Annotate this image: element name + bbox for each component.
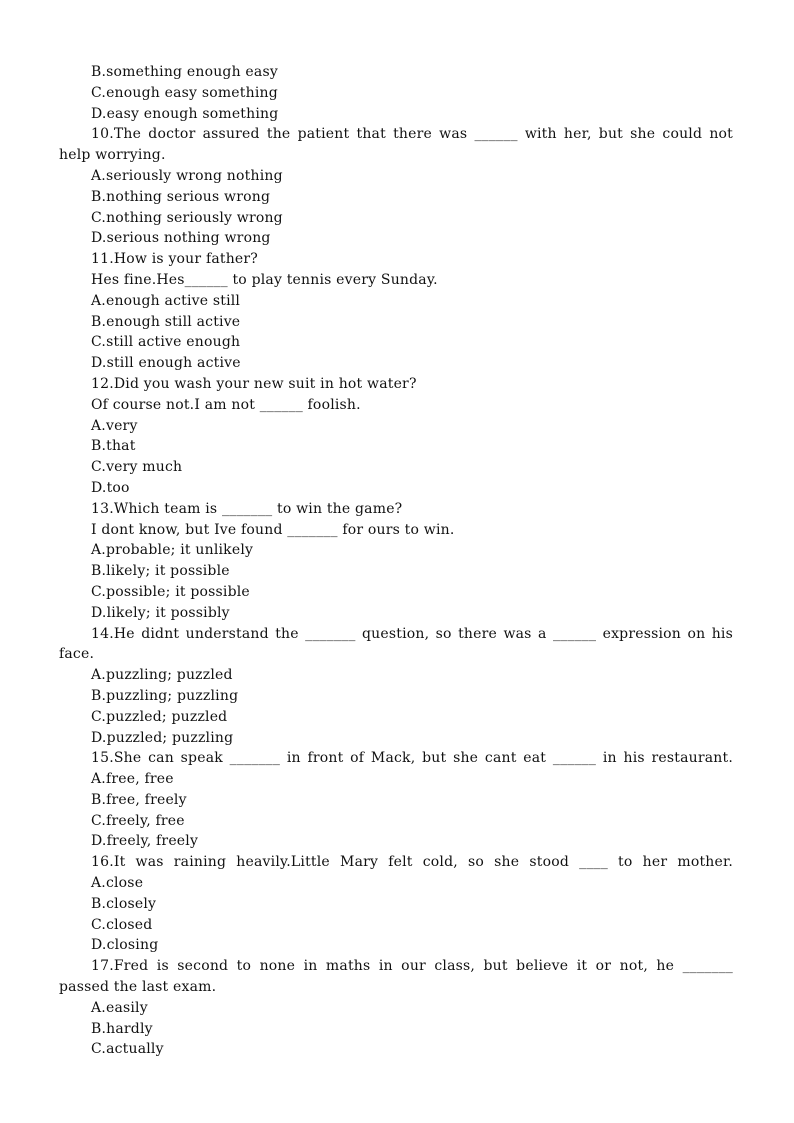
text-line: 17.Fred is second to none in maths in our class, but believe it or not, he _______ bbox=[91, 958, 733, 975]
text-line: D.easy enough something bbox=[91, 105, 279, 122]
text-line: A.free, free bbox=[91, 771, 174, 788]
text-line: B.that bbox=[91, 438, 136, 455]
text-line: C.nothing seriously wrong bbox=[91, 209, 283, 226]
text-line: 10.The doctor assured the patient that there was ______ with her, but she could not bbox=[91, 126, 733, 143]
text-line: C.puzzled; puzzled bbox=[91, 708, 228, 725]
text-line: 12.Did you wash your new suit in hot water? bbox=[91, 375, 417, 392]
text-line: Hes fine.Hes______ to play tennis every Sunday. bbox=[91, 271, 438, 288]
text-line: A.close bbox=[91, 875, 144, 892]
text-line: D.serious nothing wrong bbox=[91, 230, 271, 247]
text-line: A.easily bbox=[91, 999, 148, 1016]
text-line: C.enough easy something bbox=[91, 84, 278, 101]
text-line: D.too bbox=[91, 479, 130, 496]
text-line: 16.It was raining heavily.Little Mary felt cold, so she stood ____ to her mother. bbox=[91, 854, 733, 871]
text-line: help worrying. bbox=[59, 147, 166, 164]
text-line: I dont know, but Ive found _______ for ours to win. bbox=[91, 521, 455, 538]
text-line: C.freely, free bbox=[91, 812, 185, 829]
question-list bbox=[59, 62, 733, 1060]
text-line: C.possible; it possible bbox=[91, 583, 250, 600]
text-line: A.puzzling; puzzled bbox=[91, 667, 233, 684]
text-line: D.closing bbox=[91, 937, 159, 954]
text-line: C.closed bbox=[91, 916, 153, 933]
text-line: B.free, freely bbox=[91, 791, 187, 808]
text-line: B.closely bbox=[91, 895, 157, 912]
text-line: D.still enough active bbox=[91, 355, 241, 372]
text-line: A.probable; it unlikely bbox=[91, 542, 254, 559]
text-line: Of course not.I am not ______ foolish. bbox=[91, 396, 361, 413]
text-line: B.enough still active bbox=[91, 313, 241, 330]
text-line: D.likely; it possibly bbox=[91, 604, 230, 621]
text-line: 11.How is your father? bbox=[91, 251, 258, 268]
text-line: A.enough active still bbox=[91, 292, 241, 309]
text-line: A.very bbox=[91, 417, 138, 434]
text-line: B.something enough easy bbox=[91, 64, 278, 80]
text-line: B.hardly bbox=[91, 1020, 153, 1037]
text-line: D.puzzled; puzzling bbox=[91, 729, 234, 746]
text-line: 14.He didnt understand the _______ question, so there was a ______ expression on his bbox=[91, 625, 733, 642]
text-line: C.still active enough bbox=[91, 334, 241, 351]
text-line: B.likely; it possible bbox=[91, 563, 230, 580]
text-line: B.puzzling; puzzling bbox=[91, 687, 239, 704]
text-line: A.seriously wrong nothing bbox=[91, 167, 283, 184]
text-line: C.very much bbox=[91, 459, 183, 476]
text-line: C.actually bbox=[91, 1041, 164, 1058]
text-line: 15.She can speak _______ in front of Mack, but she cant eat ______ in his restaurant. bbox=[91, 750, 733, 767]
text-line: passed the last exam. bbox=[59, 979, 217, 996]
text-line: 13.Which team is _______ to win the game? bbox=[91, 500, 403, 517]
text-line: B.nothing serious wrong bbox=[91, 188, 271, 205]
text-line: face. bbox=[59, 646, 95, 663]
text-line: D.freely, freely bbox=[91, 833, 199, 850]
